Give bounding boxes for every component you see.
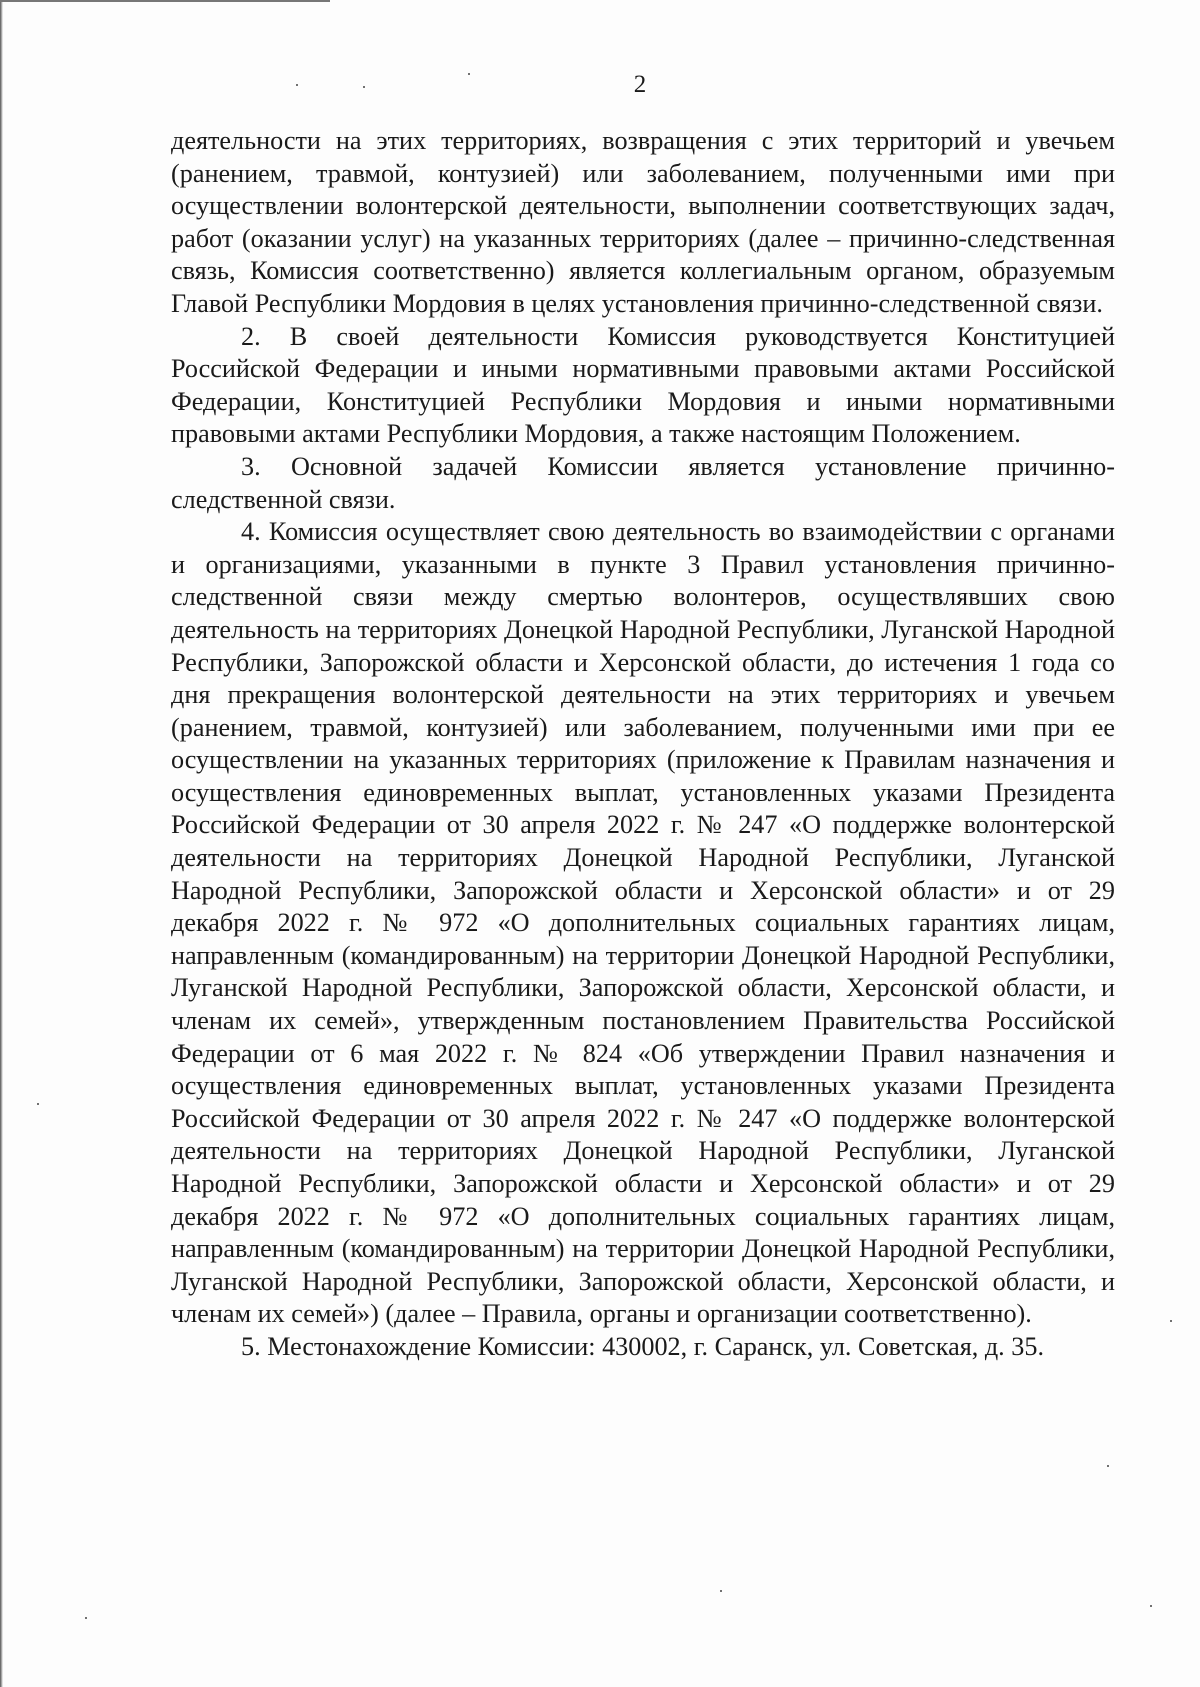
scan-edge-top <box>0 0 330 2</box>
scan-speck <box>1170 1320 1172 1322</box>
scan-speck <box>363 86 365 88</box>
document-body <box>171 125 1115 1364</box>
paragraph-item-5: 5. Местонахождение Комиссии: 430002, г. Саранск, ул. Советская, д. 35. <box>241 1331 1044 1361</box>
scan-edge-left <box>0 0 3 1687</box>
paragraph-item-3: 3. Основной задачей Комиссии является установление причинно-следственной связи. <box>171 451 1115 514</box>
scan-speck <box>85 1617 87 1619</box>
page-number: 2 <box>633 71 647 98</box>
paragraph-item-2: 2. В своей деятельности Комиссия руководствуется Конституцией Российской Федерации и иными нормативными правовыми актами Российской Федерации, Конституцией Республики Мордовия и иными нормативными правовыми актами Республики Мордовия, а также настоящим Положением. <box>171 321 1115 449</box>
paragraph-continuation: деятельности на этих территориях, возвращения с этих территорий и увечьем (ранением, травмой, контузией) или заболеванием, полученными ими при осуществлении волонтерской деятельности, выполнении соответствующих задач, работ (оказании услуг) на указанных территориях (далее – причинно-следственная связь, Комиссия соответственно) является коллегиальным органом, образуемым Главой Республики Мордовия в целях установления причинно-следственной связи. <box>171 126 1115 318</box>
scan-speck <box>37 1103 39 1105</box>
scan-speck <box>1150 1605 1152 1607</box>
scan-speck <box>468 73 470 75</box>
scan-speck <box>296 84 298 86</box>
scan-speck <box>720 1590 722 1592</box>
paragraph-item-4: 4. Комиссия осуществляет свою деятельность во взаимодействии с органами и организациями, указанными в пункте 3 Правил установления причинно-следственной связи между смертью волонтеров, осуществлявших свою деятельность на территориях Донецкой Народной Республики, Луганской Народной Республики, Запорожской области и Херсонской области, до истечения 1 года со дня прекращения волонтерской деятельности на этих территориях и увечьем (ранением, травмой, контузией) или заболеванием, полученными ими при ее осуществлении на указанных территориях (приложение к Правилам назначения и осуществления единовременных выплат, установленных указами Президента Российской Федерации от 30 апреля 2022 г. № 247 «О поддержке волонтерской деятельности на территориях Донецкой Народной Республики, Луганской Народной Республики, Запорожской области и Херсонской области» и от 29 декабря 2022 г. № 972 «О дополнительных социальных гарантиях лицам, направленным (командированным) на территории Донецкой Народной Республики, Луганской Народной Республики, Запорожской области, Херсонской области, и членам их семей», утвержденным постановлением Правительства Российской Федерации от 6 мая 2022 г. № 824 «Об утверждении Правил назначения и осуществления единовременных выплат, установленных указами Президента Российской Федерации от 30 апреля 2022 г. № 247 «О поддержке волонтерской деятельности на территориях Донецкой Народной Республики, Луганской Народной Республики, Запорожской области и Херсонской области» и от 29 декабря 2022 г. № 972 «О дополнительных социальных гарантиях лицам, направленным (командированным) на территории Донецкой Народной Республики, Луганской Народной Республики, Запорожской области, Херсонской области, и членам их семей») (далее – Правила, органы и организации соответственно). <box>171 517 1115 1329</box>
scan-speck <box>1107 1465 1109 1467</box>
